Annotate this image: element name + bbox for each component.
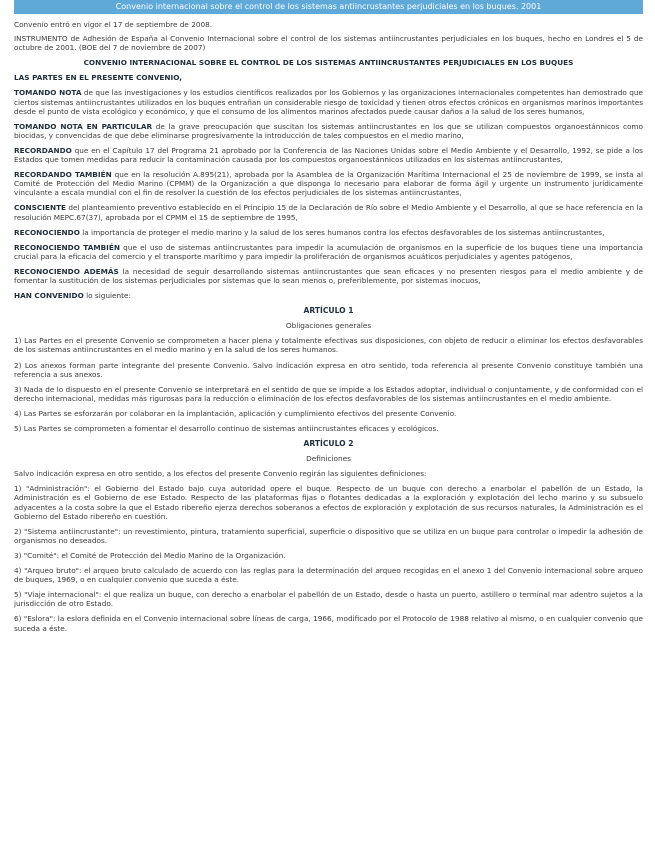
instrument-note: INSTRUMENTO de Adhesión de España al Convenio Internacional sobre el control de los sistemas antiincrustantes perjudiciales en los buques, hecho en Londres el 5 de octubre de 2001. (BOE del 7 de noviembre de 2007) [14, 34, 643, 53]
recital [14, 228, 643, 237]
article-2-item: 6) "Eslora": la eslora definida en el Convenio internacional sobre líneas de carga, 1966, modificado por el Protocolo de 1988 relativo al mismo, o en cualquier convenio que suceda a éste. [14, 614, 643, 633]
recital-lead: TOMANDO NOTA [14, 88, 82, 98]
recital-lead: HAN CONVENIDO [14, 291, 84, 301]
article-1-item: 5) Las Partes se comprometen a fomentar el desarrollo continuo de sistemas antiincrustantes eficaces y ecológicos. [14, 424, 439, 433]
recital-lead: RECORDANDO [14, 145, 72, 155]
recital-text: la importancia de proteger el medio marino y la salud de los seres humanos contra los efectos desfavorables de los sistemas antiincrustantes, [79, 227, 605, 237]
article-1-item: 3) Nada de lo dispuesto en el presente Convenio se interpretará en el sentido de que se impide a los Estados adoptar, individual o conjuntamente, y de conformidad con el derecho internacional, medidas más rigurosas para la reducción o eliminación de los efectos desfavorables de los sistemas antiincrustantes en el medio ambiente. [14, 384, 643, 403]
recital [14, 267, 643, 285]
recital-lead: TOMANDO NOTA EN PARTICULAR [14, 121, 153, 131]
recital-text: lo siguiente: [83, 291, 131, 301]
article-2-item: 5) "Viaje internacional": el que realiza un buque, con derecho a enarbolar el pabellón de un Estado, desde o hasta un puerto, astillero o terminal mar adentro sujetos a la jurisdicción de otro Estado. [14, 590, 643, 609]
recital-text: del planteamiento preventivo establecido en el Principio 15 de la Declaración de Río sobre el Medio Ambiente y el Desarrollo, al que se hace referencia en la resolución MEPC.67(37), aprobada por el CPMM el 15 de septiembre de 1995, [14, 203, 643, 222]
article-1-item: 1) Las Partes en el presente Convenio se comprometen a hacer plena y totalmente efectivas sus disposiciones, con objeto de reducir o eliminar los efectos desfavorables de los sistemas antiincrustantes en el medio marino y en la salud de los seres humanos. [14, 336, 643, 355]
article-2-lead: Salvo indicación expresa en otro sentido, a los efectos del presente Convenio regirán las siguientes definiciones: [14, 469, 427, 479]
recital-text: de que las investigaciones y los estudios científicos realizados por los Gobiernos y las organizaciones internacionales competentes han demostrado que ciertos sistemas antiincrustantes utilizados en los buques entrañan un considerable riesgo de toxicidad y tienen otros efectos crónicos en organismos marinos importantes desde el punto de vista ecológico y económico, y que el consumo de los alimentos marinos afectados puede causar daños a la salud de los seres humanos, [14, 88, 643, 116]
recital-text: que el uso de sistemas antiincrustantes para impedir la acumulación de organismos en la superficie de los buques tiene una importancia crucial para la eficacia del comercio y el transporte marítimo y para impedir la proliferación de organismos acuáticos perjudiciales y agentes patógenos, [14, 242, 643, 261]
recital [14, 203, 643, 221]
article-2-item: 4) "Arqueo bruto": el arqueo bruto calculado de acuerdo con las reglas para la determinación del arqueo recogidas en el anexo 1 del Convenio internacional sobre arqueo de buques, 1969, o en cualquier convenio que suceda a éste. [14, 566, 643, 585]
recital-text: de la grave preocupación que suscitan los sistemas antiincrustantes en los que se utilizan compuestos organoestánnicos como biocidas, y convencidas de que debe eliminarse progresivamente la introducción de tales compuestos en el medio marino, [14, 121, 643, 140]
article-1-item: 2) Los anexos forman parte integrante del presente Convenio. Salvo indicación expresa en otro sentido, toda referencia al presente Convenio constituye también una referencia a sus anexos. [14, 360, 643, 379]
article-1-title: ARTÍCULO 1 [303, 306, 354, 316]
article-1-item: 4) Las Partes se esforzarán por colaborar en la implantación, aplicación y cumplimiento efectivos del presente Convenio. [14, 408, 457, 418]
recital-lead: CONSCIENTE [14, 203, 67, 213]
recital-text: la necesidad de seguir desarrollando sistemas antiincrustantes que sean eficaces y no presenten riesgos para el medio ambiente y de fomentar la sustitución de los sistemas perjudiciales por sistemas que lo sean menos o, preferiblemente, por sistemas inocuos, [14, 266, 643, 285]
article-2-item: 2) "Sistema antiincrustante": un revestimiento, pintura, tratamiento superficial, superficie o dispositivo que se utiliza en un buque para controlar o impedir la adhesión de organismos no deseados. [14, 526, 643, 545]
recital [14, 291, 643, 300]
recital [14, 146, 643, 164]
article-2-title: ARTÍCULO 2 [303, 439, 354, 449]
recital [14, 243, 643, 261]
recital-lead: RECONOCIENDO ADEMÁS [14, 266, 119, 276]
entry-into-force-note: Convenio entró en vigor el 17 de septiembre de 2008. [14, 20, 213, 29]
recital-lead: RECONOCIENDO [14, 227, 80, 237]
recital-lead: RECORDANDO TAMBIÉN [14, 170, 112, 180]
article-1-subtitle: Obligaciones generales [285, 321, 372, 331]
recital [14, 88, 643, 115]
recital-lead: RECONOCIENDO TAMBIÉN [14, 242, 120, 252]
document-body [0, 14, 655, 633]
recital [14, 170, 643, 197]
article-2-item: 1) "Administración": el Gobierno del Estado bajo cuya autoridad opere el buque. Respecto de un buque con derecho a enarbolar el pabellón de un Estado, la Administración es el Gobierno de ese Estado. Respecto de las plataformas fijas o flotantes dedicadas a la exploración y explotación del lecho marino y su subsuelo adyacentes a la costa sobre la que el Estado ribereño ejerza derechos soberanos a efectos de exploración y explotación de sus recursos naturales, la Administración es el Gobierno del Estado ribereño en cuestión. [14, 484, 643, 521]
recital-text: que en la resolución A.895(21), aprobada por la Asamblea de la Organización Marítima Internacional el 25 de noviembre de 1999, se insta al Comité de Protección del Medio Marino (CPMM) de la Organización a que disponga lo necesario para elaborar de forma ágil y urgente un instrumento jurídicamente vinculante a escala mundial con el fin de resolver la cuestión de los efectos perjudiciales de los sistemas antiincrustantes, [14, 170, 643, 198]
parties-heading: LAS PARTES EN EL PRESENTE CONVENIO, [14, 73, 183, 83]
article-2-item: 3) "Comité": el Comité de Protección del Medio Marino de la Organización. [14, 550, 286, 560]
recital [14, 122, 643, 140]
document-title-banner: Convenio internacional sobre el control de los sistemas antiincrustantes perjudiciales en los buques. 2001 [14, 0, 643, 14]
recital-text: que en el Capítulo 17 del Programa 21 aprobado por la Conferencia de las Naciones Unidas sobre el Medio Ambiente y el Desarrollo, 1992, se pide a los Estados que tomen medidas para reducir la contaminación causada por los compuestos organoestánnicos utilizados en los sistemas antiincrustantes, [14, 145, 643, 165]
article-2-subtitle: Definiciones [306, 454, 351, 464]
convention-title: CONVENIO INTERNACIONAL SOBRE EL CONTROL DE LOS SISTEMAS ANTIINCRUSTANTES PERJUDICIALES EN LOS BUQUES [83, 58, 574, 68]
